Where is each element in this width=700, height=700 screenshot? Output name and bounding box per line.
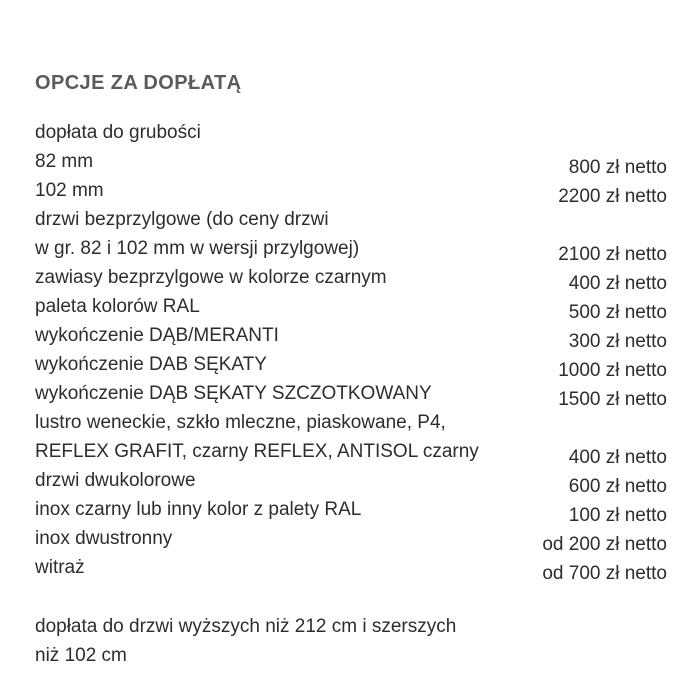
option-label: wykończenie DĄB SĘKATY SZCZOTKOWANY [35, 382, 432, 404]
price-list-row [35, 118, 667, 147]
price-list-row [35, 466, 667, 495]
option-price: 400 zł netto [568, 272, 667, 294]
price-list [35, 118, 667, 582]
price-list-row [35, 379, 667, 408]
section-title: OPCJE ZA DOPŁATĄ [35, 72, 242, 94]
price-list-row [35, 292, 667, 321]
option-label: lustro weneckie, szkło mleczne, piaskowane, P4, [35, 411, 446, 433]
option-price: 300 zł netto [568, 330, 667, 352]
price-list-row [35, 437, 667, 466]
price-list-row [35, 205, 667, 234]
option-label: witraż [35, 556, 85, 578]
option-label: inox czarny lub inny kolor z palety RAL [35, 498, 362, 520]
price-list-row [35, 234, 667, 263]
note-line: niż 102 cm [35, 645, 127, 666]
price-list-row [35, 524, 667, 553]
price-list-row [35, 176, 667, 205]
note-line: dopłata do drzwi wyższych niż 212 cm i szerszych [35, 616, 457, 637]
option-label: REFLEX GRAFIT, czarny REFLEX, ANTISOL czarny [35, 440, 479, 462]
size-surcharge-note [35, 612, 667, 670]
option-price: od 700 zł netto [542, 562, 667, 584]
option-label: wykończenie DĄB/MERANTI [35, 324, 279, 346]
option-label: 82 mm [35, 150, 94, 172]
option-price: 600 zł netto [568, 475, 667, 497]
option-price: 500 zł netto [568, 301, 667, 323]
option-label: dopłata do grubości [35, 121, 201, 143]
option-label: drzwi bezprzylgowe (do ceny drzwi [35, 208, 329, 230]
option-label: wykończenie DAB SĘKATY [35, 353, 267, 375]
price-list-row [35, 495, 667, 524]
option-price: 2200 zł netto [558, 185, 667, 207]
price-list-section [35, 70, 667, 670]
option-label: w gr. 82 i 102 mm w wersji przylgowej) [35, 237, 360, 259]
option-label: paleta kolorów RAL [35, 295, 200, 317]
option-price: 1500 zł netto [558, 388, 667, 410]
price-list-row [35, 408, 667, 437]
price-list-row [35, 553, 667, 582]
option-price: 800 zł netto [568, 156, 667, 178]
option-price: od 200 zł netto [542, 533, 667, 555]
price-list-row [35, 147, 667, 176]
price-list-row [35, 321, 667, 350]
option-price: 100 zł netto [568, 504, 667, 526]
option-label: drzwi dwukolorowe [35, 469, 196, 491]
option-label: zawiasy bezprzylgowe w kolorze czarnym [35, 266, 387, 288]
option-price: 400 zł netto [568, 446, 667, 468]
option-label: 102 mm [35, 179, 104, 201]
option-price: 1000 zł netto [558, 359, 667, 381]
option-label: inox dwustronny [35, 527, 173, 549]
option-price: 2100 zł netto [558, 243, 667, 265]
price-list-row [35, 350, 667, 379]
price-list-row [35, 263, 667, 292]
